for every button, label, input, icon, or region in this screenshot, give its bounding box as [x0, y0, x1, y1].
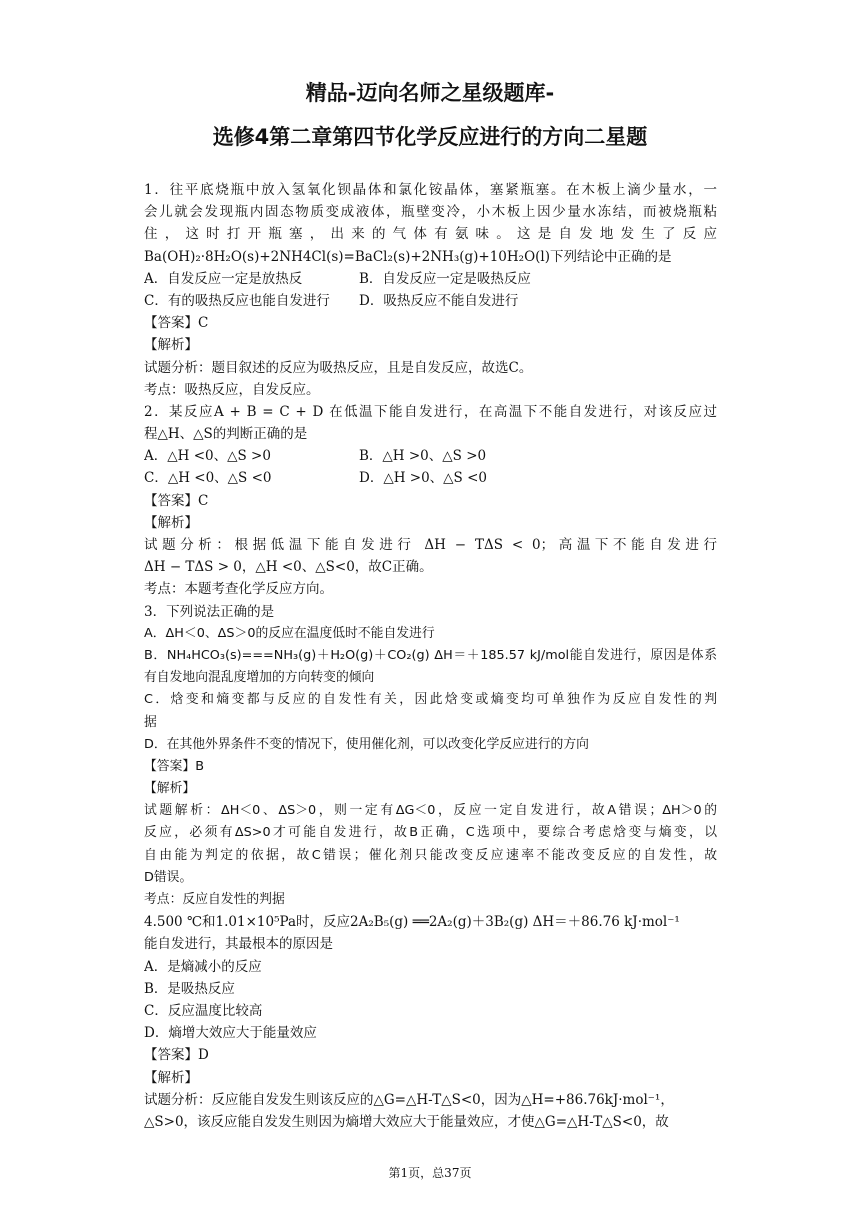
q4-option-a: A．是熵减小的反应 [144, 958, 262, 975]
q3-option-c-line: 据 [144, 714, 157, 730]
q4-option-b: B．是吸热反应 [144, 980, 235, 997]
q3-option-a: A．ΔH＜0、ΔS＞0的反应在温度低时不能自发进行 [144, 625, 435, 641]
q4-stem-line: 能自发进行，其最根本的原因是 [144, 936, 333, 953]
q2-kaodian: 考点：本题考查化学反应方向。 [144, 581, 333, 598]
q4-analysis-line: 试题分析：反应能自发发生则该反应的△G=△H-T△S<0，因为△H=+86.76kJ·mol⁻¹， [144, 1091, 674, 1108]
q3-option-b-line: B．NH₄HCO₃(s)===NH₃(g)＋H₂O(g)＋CO₂(g) ΔH＝＋185.57 kJ/mol能自发进行，原因是体系 [144, 647, 717, 663]
q3-answer: 【答案】B [144, 758, 204, 774]
q1-option-d: D．吸热反应不能自发进行 [359, 292, 519, 309]
q4-option-d: D．熵增大效应大于能量效应 [144, 1025, 317, 1042]
page-footer: 第1页，总37页 [388, 1166, 472, 1180]
q4-option-c: C．反应温度比较高 [144, 1002, 263, 1019]
q2-analysis-label: 【解析】 [144, 514, 198, 531]
q1-options-row [144, 268, 717, 290]
q1-stem-line: 住，这时打开瓶塞，出来的气体有氨味。这是自发地发生了反应 [144, 226, 717, 243]
q4-answer: 【答案】D [144, 1047, 209, 1064]
q3-analysis-label: 【解析】 [144, 781, 196, 797]
q3-option-d: D．在其他外界条件不变的情况下，使用催化剂，可以改变化学反应进行的方向 [144, 736, 589, 752]
q2-stem-line: 程△H、△S的判断正确的是 [144, 426, 308, 443]
q3-analysis-line: 试题解析：ΔH＜0、ΔS＞0，则一定有ΔG＜0，反应一定自发进行，故A错误；ΔH＞0的 [144, 803, 717, 819]
q3-analysis-line: 反应，必须有ΔS>0才可能自发进行，故B正确，C选项中，要综合考虑焓变与熵变，以 [144, 825, 717, 841]
q1-option-a: A．自发反应一定是放热反 [144, 270, 303, 287]
q1-analysis: 试题分析：题目叙述的反应为吸热反应，且是自发反应，故选C。 [144, 359, 533, 376]
q2-answer: 【答案】C [144, 492, 209, 509]
q3-option-c-line: C．焓变和熵变都与反应的自发性有关，因此焓变或熵变均可单独作为反应自发性的判 [144, 692, 717, 708]
q2-option-c: C．△H <0、△S <0 [144, 470, 272, 487]
doc-title-line2: 选修4第二章第四节化学反应进行的方向二星题 [212, 125, 648, 149]
q4-analysis-line: △S>0，该反应能自发发生则因为熵增大效应大于能量效应，才使△G=△H-T△S<0，故 [144, 1113, 669, 1130]
q1-stem-line: Ba(OH)₂·8H₂O(s)+2NH4Cl(s)=BaCl₂(s)+2NH₃(g)+10H₂O(l)下列结论中正确的是 [144, 248, 672, 265]
q2-analysis-line: 试题分析：根据低温下能自发进行 ΔH − TΔS < 0；高温下不能自发进行 [144, 537, 717, 553]
q2-options-row [144, 467, 717, 489]
q4-analysis-label: 【解析】 [144, 1069, 198, 1086]
q3-analysis-line: D错误。 [144, 869, 193, 885]
q1-option-b: B．自发反应一定是吸热反应 [359, 270, 531, 287]
q1-option-c: C．有的吸热反应也能自发进行 [144, 292, 330, 309]
q3-stem: 3．下列说法正确的是 [144, 603, 275, 620]
q2-options-row [144, 445, 717, 467]
q2-option-b: B．△H >0、△S >0 [359, 448, 487, 465]
q1-kaodian: 考点：吸热反应，自发反应。 [144, 381, 320, 398]
doc-title-line1: 精品-迈向名师之星级题库- [305, 81, 555, 105]
q2-analysis-line: ΔH − TΔS > 0，△H <0、△S<0，故C正确。 [144, 559, 433, 576]
q2-option-a: A．△H <0、△S >0 [144, 448, 271, 465]
q3-analysis-line: 自由能为判定的依据，故C错误；催化剂只能改变反应速率不能改变反应的自发性，故 [144, 847, 717, 863]
q1-answer: 【答案】C [144, 315, 209, 332]
q3-kaodian: 考点：反应自发性的判据 [144, 892, 285, 907]
q3-option-b-line: 有自发地向混乱度增加的方向转变的倾向 [144, 670, 375, 686]
q1-stem-line: 1．往平底烧瓶中放入氢氧化钡晶体和氯化铵晶体，塞紧瓶塞。在木板上滴少量水，一 [144, 182, 717, 198]
q2-option-d: D．△H >0、△S <0 [359, 470, 487, 487]
q1-stem-line: 会儿就会发现瓶内固态物质变成液体，瓶壁变冷，小木板上因少量水冻结，而被烧瓶粘 [144, 204, 717, 221]
q1-analysis-label: 【解析】 [144, 337, 198, 354]
q1-options-row [144, 290, 717, 312]
q4-stem-line: 4.500 ℃和1.01×10⁵Pa时，反应2A₂B₅(g) ══2A₂(g)＋3B₂(g) ΔH＝＋86.76 kJ·mol⁻¹ [144, 914, 680, 931]
question-body [144, 179, 717, 1133]
q2-stem-line: 2．某反应A + B = C + D 在低温下能自发进行，在高温下不能自发进行，对该反应过 [144, 403, 717, 420]
